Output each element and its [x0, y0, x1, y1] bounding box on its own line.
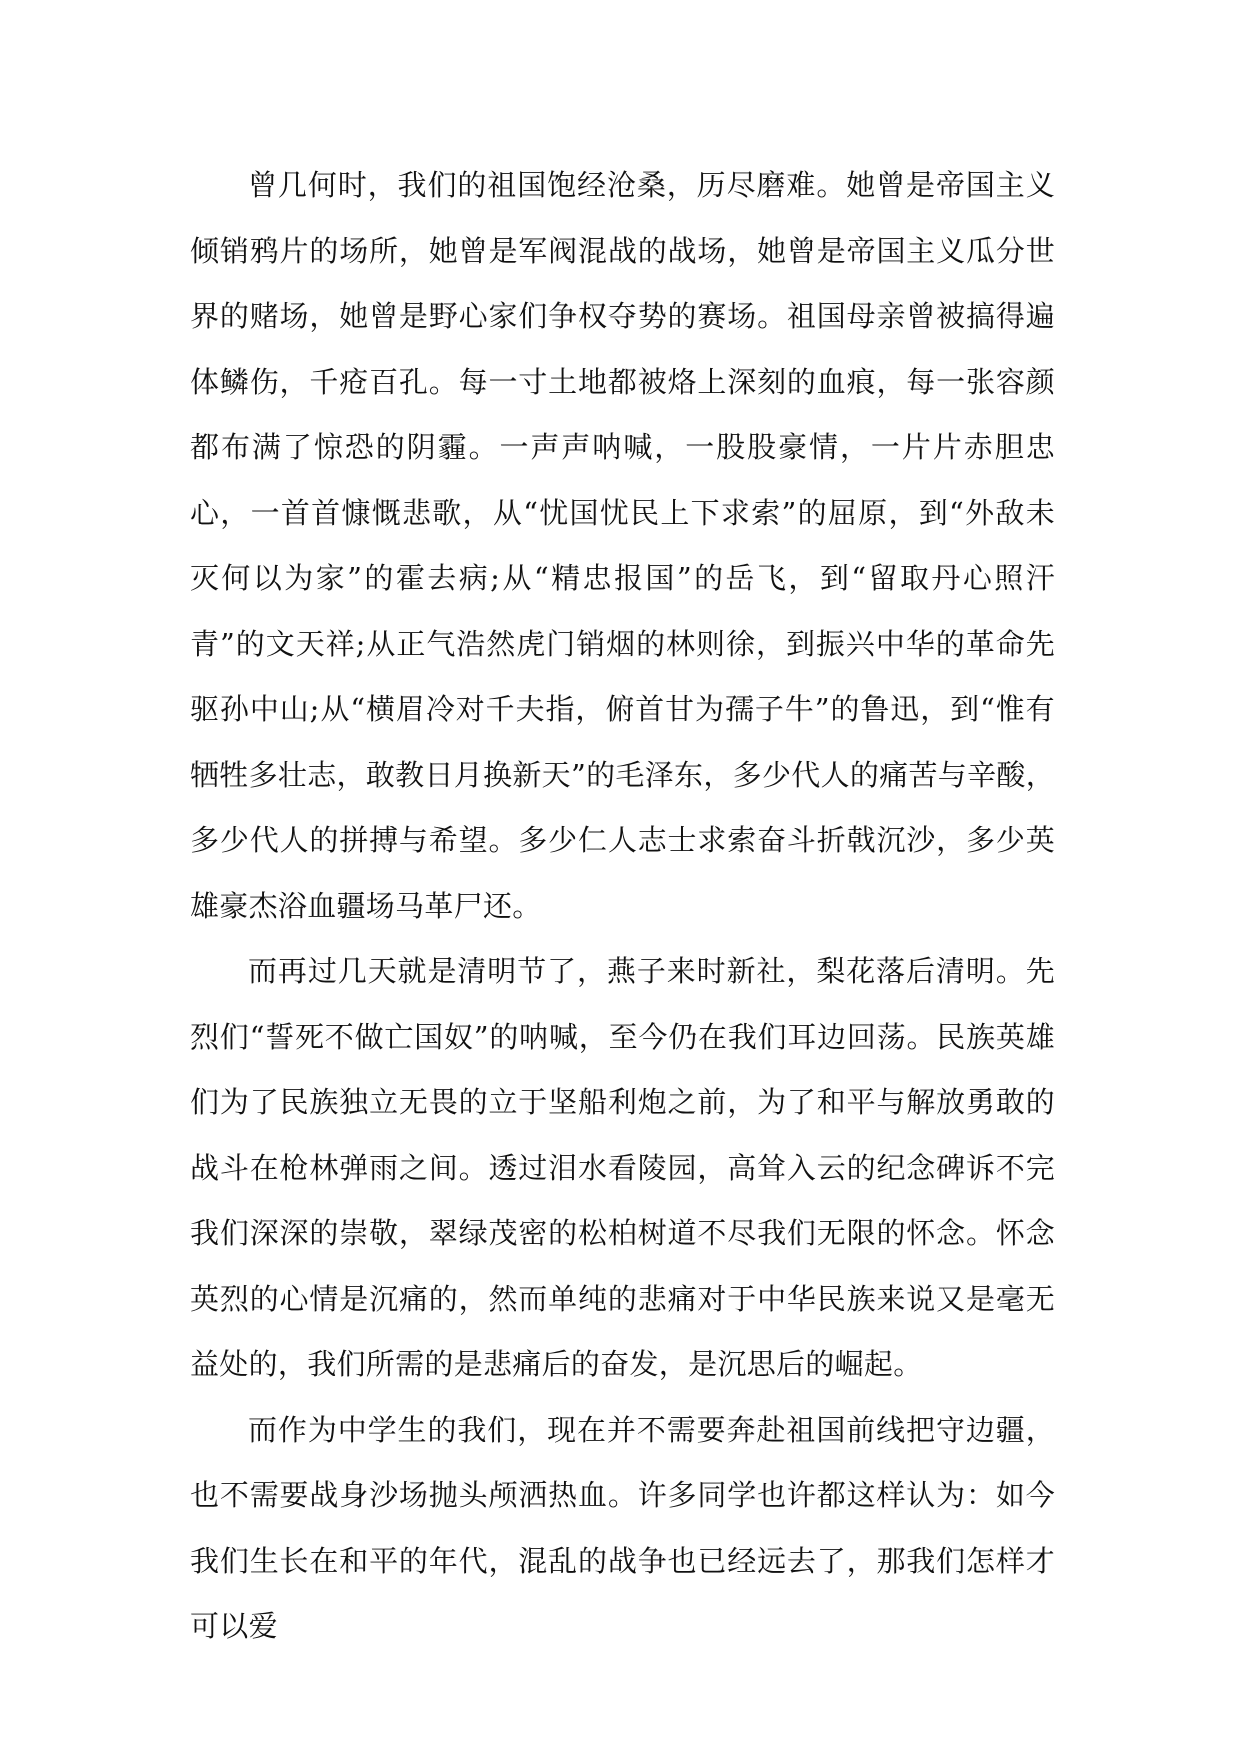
- paragraph-2: 而再过几天就是清明节了，燕子来时新社，梨花落后清明。先烈们“誓死不做亡国奴”的呐喊，至今仍在我们耳边回荡。民族英雄们为了民族独立无畏的立于坚船利炮之前，为了和平与解放勇敢的战斗在枪林弹雨之间。透过泪水看陵园，高耸入云的纪念碑诉不完我们深深的崇敬，翠绿茂密的松柏树道不尽我们无限的怀念。怀念英烈的心情是沉痛的，然而单纯的悲痛对于中华民族来说又是毫无益处的，我们所需的是悲痛后的奋发，是沉思后的崛起。: [190, 954, 1055, 1381]
- paragraph-1: 曾几何时，我们的祖国饱经沧桑，历尽磨难。她曾是帝国主义倾销鸦片的场所，她曾是军阀混战的战场，她曾是帝国主义瓜分世界的赌场，她曾是野心家们争权夺势的赛场。祖国母亲曾被搞得遍体鳞伤，千疮百孔。每一寸土地都被烙上深刻的血痕，每一张容颜都布满了惊恐的阴霾。一声声呐喊，一股股豪情，一片片赤胆忠心，一首首慷慨悲歌，从“忧国忧民上下求索”的屈原，到“外敌未灭何以为家”的霍去病;从“精忠报国”的岳飞，到“留取丹心照汗青”的文天祥;从正气浩然虎门销烟的林则徐，到振兴中华的革命先驱孙中山;从“横眉冷对千夫指，俯首甘为孺子牛”的鲁迅，到“惟有牺牲多壮志，敢教日月换新天”的毛泽东，多少代人的痛苦与辛酸，多少代人的拼搏与希望。多少仁人志士求索奋斗折戟沉沙，多少英雄豪杰浴血疆场马革尸还。: [190, 168, 1055, 923]
- paragraph-3: 而作为中学生的我们，现在并不需要奔赴祖国前线把守边疆，也不需要战身沙场抛头颅洒热血。许多同学也许都这样认为：如今我们生长在和平的年代，混乱的战争也已经远去了，那我们怎样才可以爱: [190, 1412, 1055, 1643]
- document-body: [190, 153, 1055, 1660]
